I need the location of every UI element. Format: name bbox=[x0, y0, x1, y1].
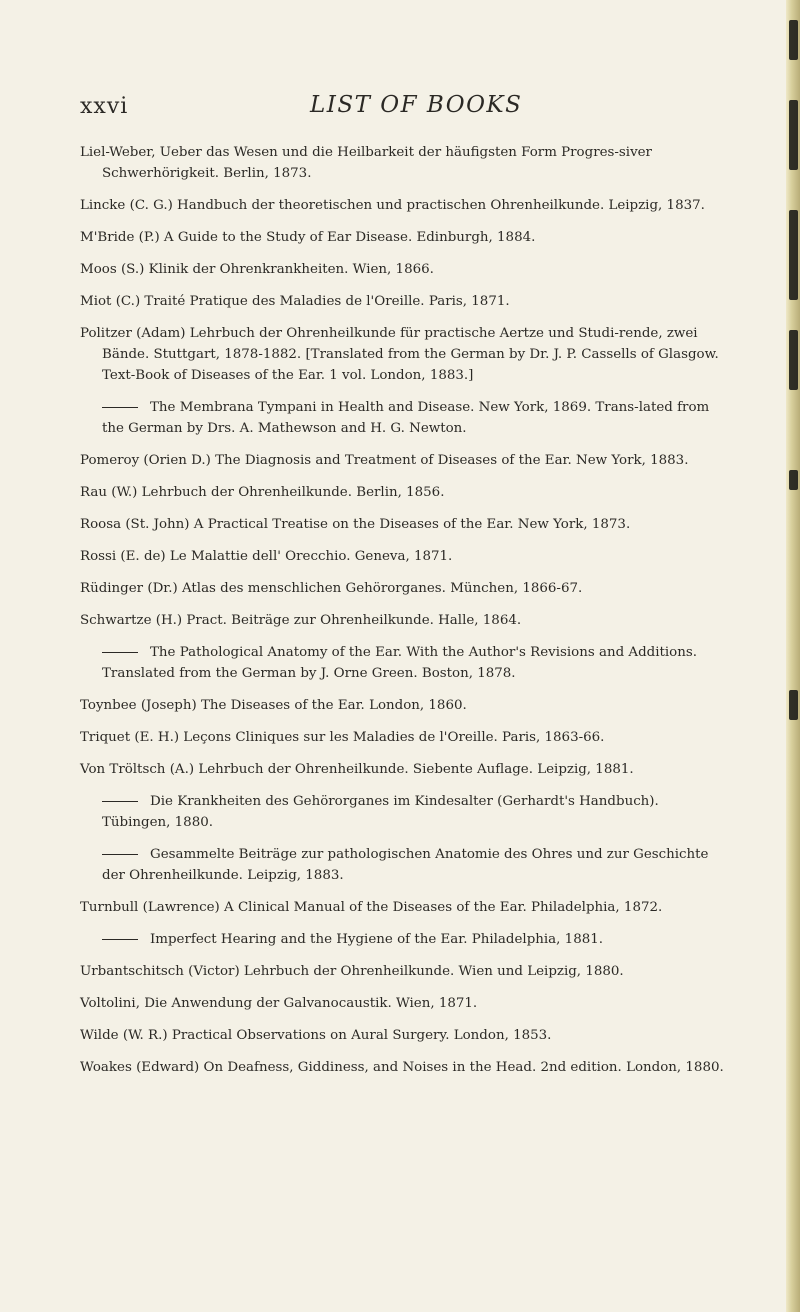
book-entry: Wilde (W. R.) Practical Observations on Aural Surgery. London, 1853. bbox=[80, 1028, 552, 1043]
book-entry-continued bbox=[80, 844, 730, 886]
book-entry: Schwartze (H.) Pract. Beiträge zur Ohrenheilkunde. Halle, 1864. bbox=[80, 613, 522, 628]
ditto-rule bbox=[102, 407, 138, 408]
book-entry: Woakes (Edward) On Deafness, Giddiness, and Noises in the Head. 2nd edition. London, 1880. bbox=[80, 1060, 724, 1075]
book-entry: M'Bride (P.) A Guide to the Study of Ear Disease. Edinburgh, 1884. bbox=[80, 230, 536, 245]
book-entry: Triquet (E. H.) Leçons Cliniques sur les Maladies de l'Oreille. Paris, 1863-66. bbox=[80, 730, 605, 745]
page-edge-mark bbox=[789, 690, 798, 720]
book-entry: Liel-Weber, Ueber das Wesen und die Heilbarkeit der häufigsten Form Progres-siver Schwerhörigkeit. Berlin, 1873. bbox=[80, 145, 652, 181]
page-edge-mark bbox=[789, 330, 798, 390]
book-entry-text: The Membrana Tympani in Health and Disease. New York, 1869. Trans-lated from the German by Drs. A. Mathewson and H. G. Newton. bbox=[102, 400, 710, 436]
book-entry-text: Gesammelte Beiträge zur pathologischen Anatomie des Ohres und zur Geschichte der Ohrenheilkunde. Leipzig, 1883. bbox=[102, 847, 709, 883]
book-entry-text: The Pathological Anatomy of the Ear. With the Author's Revisions and Additions. Translated from the German by J. Orne Green. Boston, 1878. bbox=[102, 645, 697, 681]
book-entry-continued bbox=[80, 397, 730, 439]
book-entry: Turnbull (Lawrence) A Clinical Manual of the Diseases of the Ear. Philadelphia, 1872. bbox=[80, 900, 663, 915]
book-entry-text: Die Krankheiten des Gehörorganes im Kindesalter (Gerhardt's Handbuch). Tübingen, 1880. bbox=[102, 794, 659, 830]
page-edge bbox=[786, 0, 800, 1312]
book-entry: Voltolini, Die Anwendung der Galvanocaustik. Wien, 1871. bbox=[80, 996, 478, 1011]
book-entry: Moos (S.) Klinik der Ohrenkrankheiten. Wien, 1866. bbox=[80, 262, 434, 277]
book-entry: Rüdinger (Dr.) Atlas des menschlichen Gehörorganes. München, 1866-67. bbox=[80, 581, 583, 596]
book-entry: Miot (C.) Traité Pratique des Maladies de l'Oreille. Paris, 1871. bbox=[80, 294, 510, 309]
page-edge-mark bbox=[789, 470, 798, 490]
page-edge-mark bbox=[789, 100, 798, 170]
ditto-rule bbox=[102, 801, 138, 802]
book-entry-continued bbox=[80, 791, 730, 833]
book-entry: Roosa (St. John) A Practical Treatise on the Diseases of the Ear. New York, 1873. bbox=[80, 517, 631, 532]
book-entry-text: Imperfect Hearing and the Hygiene of the Ear. Philadelphia, 1881. bbox=[150, 932, 604, 947]
ditto-rule bbox=[102, 854, 138, 855]
page-header bbox=[80, 88, 720, 128]
book-entry: Toynbee (Joseph) The Diseases of the Ear. London, 1860. bbox=[80, 698, 467, 713]
book-entry-continued bbox=[80, 642, 730, 684]
book-entry: Rossi (E. de) Le Malattie dell' Orecchio. Geneva, 1871. bbox=[80, 549, 453, 564]
book-list bbox=[80, 142, 730, 1089]
page-number: xxvi bbox=[80, 94, 129, 119]
book-entry: Von Tröltsch (A.) Lehrbuch der Ohrenheilkunde. Siebente Auflage. Leipzig, 1881. bbox=[80, 762, 634, 777]
book-entry: Rau (W.) Lehrbuch der Ohrenheilkunde. Berlin, 1856. bbox=[80, 485, 445, 500]
book-entry: Lincke (C. G.) Handbuch der theoretischen und practischen Ohrenheilkunde. Leipzig, 1837. bbox=[80, 198, 705, 213]
ditto-rule bbox=[102, 652, 138, 653]
book-entry: Urbantschitsch (Victor) Lehrbuch der Ohrenheilkunde. Wien und Leipzig, 1880. bbox=[80, 964, 624, 979]
book-entry: Politzer (Adam) Lehrbuch der Ohrenheilkunde für practische Aertze und Studi-rende, zwei Bände. Stuttgart, 1878-1882. [Translated from the German by Dr. J. P. Cassells of Glasgow. Text-Book of Diseases of the Ear. 1 vol. London, 1883.] bbox=[80, 326, 719, 383]
book-entry-continued bbox=[80, 929, 730, 950]
ditto-rule bbox=[102, 939, 138, 940]
book-entry: Pomeroy (Orien D.) The Diagnosis and Treatment of Diseases of the Ear. New York, 1883. bbox=[80, 453, 689, 468]
page-edge-mark bbox=[789, 20, 798, 60]
page-edge-mark bbox=[789, 210, 798, 300]
running-title: LIST OF BOOKS bbox=[310, 92, 523, 118]
